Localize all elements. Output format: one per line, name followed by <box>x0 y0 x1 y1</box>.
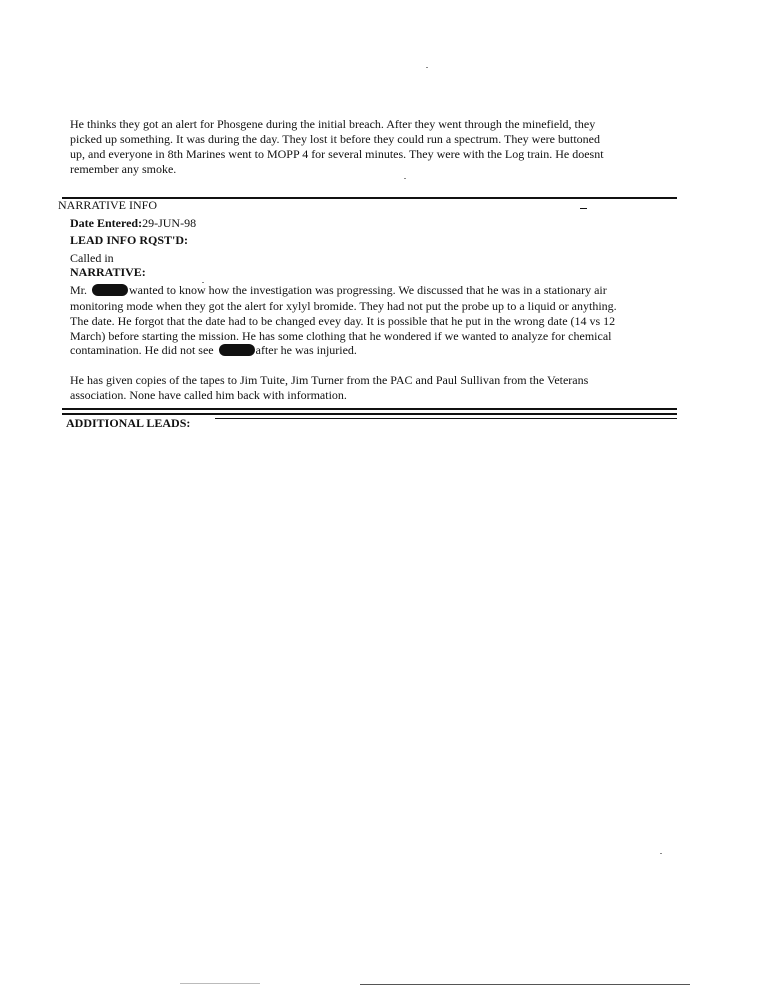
narrative-line-4: March) before starting the mission. He has some clothing that he wondered if we wanted to analyze for chemical <box>70 329 612 343</box>
narrative-line-2: monitoring mode when they got the alert for xylyl bromide. They had not put the probe up to a liquid or anything. <box>70 299 617 313</box>
lead-info-value: Called in <box>70 251 114 265</box>
date-entered-row <box>70 216 196 230</box>
scan-edge-mark <box>180 983 260 984</box>
scan-speck <box>426 67 428 68</box>
narrative-line-5-end: after he was injuried. <box>255 343 357 357</box>
scan-speck <box>660 853 662 854</box>
narrative-line-1-end: wanted to know how the investigation was progressing. We discussed that he was in a stationary air <box>129 283 607 297</box>
redaction-mark <box>92 284 128 296</box>
narrative-line-3: The date. He forgot that the date had to be changed evey day. It is possible that he put in the wrong date (14 vs 12 <box>70 314 616 328</box>
additional-leads-heading: ADDITIONAL LEADS: <box>66 416 191 430</box>
intro-line-1: He thinks they got an alert for Phosgene during the initial breach. After they went through the minefield, they <box>70 117 596 131</box>
narrative-line-1-start: Mr. <box>70 283 91 297</box>
intro-line-2: picked up something. It was during the day. They lost it before they could run a spectrum. They were buttoned <box>70 132 600 146</box>
narrative-line-5 <box>70 343 357 357</box>
intro-line-4: remember any smoke. <box>70 162 177 176</box>
narrative-para2-line-1: He has given copies of the tapes to Jim Tuite, Jim Turner from the PAC and Paul Sullivan from the Veterans <box>70 373 589 387</box>
scan-speck <box>404 178 406 179</box>
date-entered-value: 29-JUN-98 <box>142 216 197 230</box>
scan-speck <box>202 282 204 283</box>
dash-mark <box>580 208 587 209</box>
narrative-line-5-start: contamination. He did not see <box>70 343 217 357</box>
lead-info-label: LEAD INFO RQST'D: <box>70 233 189 247</box>
section-divider-double-1 <box>62 408 677 410</box>
redaction-mark <box>219 344 255 356</box>
additional-leads-rule <box>215 418 677 419</box>
narrative-line-1 <box>70 283 607 297</box>
section-divider-double-2 <box>62 413 677 415</box>
date-entered-label: Date Entered: <box>70 216 143 230</box>
scan-edge-mark <box>360 984 690 985</box>
narrative-label: NARRATIVE: <box>70 265 146 279</box>
narrative-para2-line-2: association. None have called him back with information. <box>70 388 347 402</box>
narrative-info-heading: NARRATIVE INFO <box>58 198 157 212</box>
intro-line-3: up, and everyone in 8th Marines went to MOPP 4 for several minutes. They were with the Log train. He doesnt <box>70 147 604 161</box>
